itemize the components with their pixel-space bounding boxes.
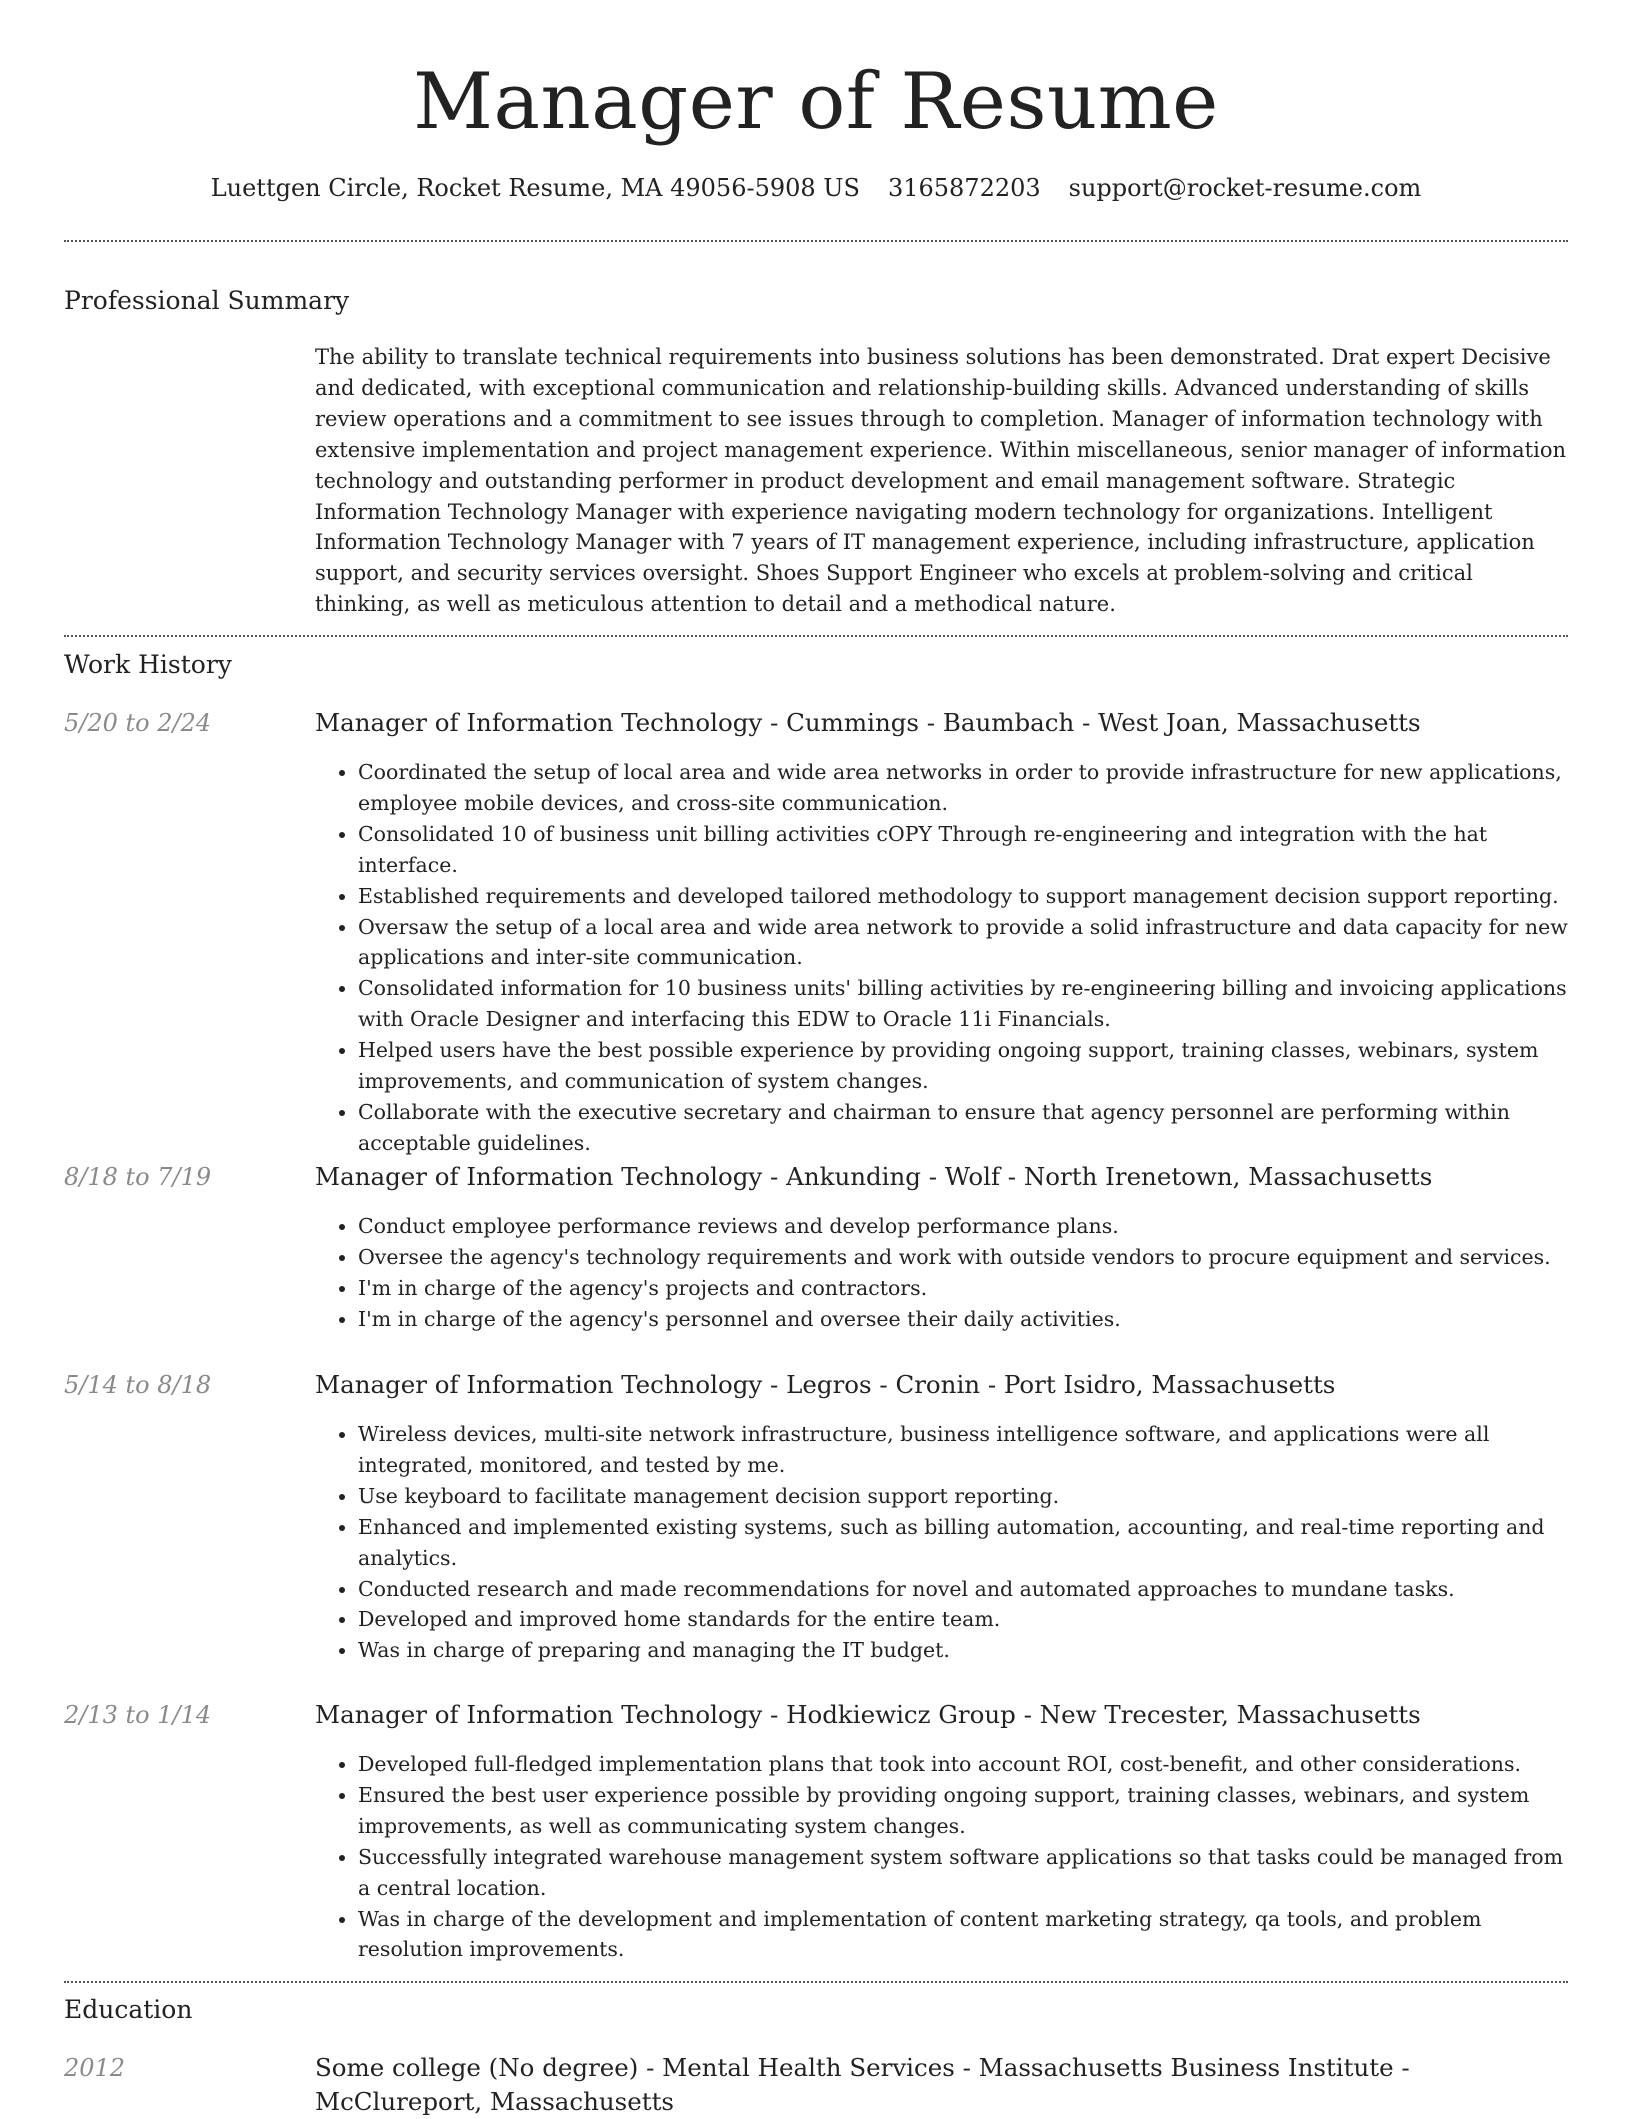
job-bullets — [315, 1211, 1568, 1335]
list-item: • Enhanced and implemented existing systems, such as billing automation, accounting, and real-time reporting and analytics. — [358, 1512, 1568, 1574]
list-item: • Helped users have the best possible experience by providing ongoing support, training classes, webinars, system improvements, and communication of system changes. — [358, 1035, 1568, 1097]
list-item: • Conduct employee performance reviews and develop performance plans. — [358, 1211, 1568, 1242]
list-item: • I'm in charge of the agency's projects and contractors. — [358, 1273, 1568, 1304]
job-dates: 8/18 to 7/19 — [64, 1163, 212, 1191]
summary-text: The ability to translate technical requirements into business solutions has been demonstrated. Drat expert Decisive and dedicated, with exceptional communication and relationship-building skills. Advanced understanding of skills review operations and a commitment to see issues through to completion. Manager of information technology with extensive implementation and project management experience. Within miscellaneous, senior manager of information technology and outstanding performer in product development and email management software. Strategic Information Technology Manager with experience navigating modern technology for organizations. Intelligent Information Technology Manager with 7 years of IT management experience, including infrastructure, application support, and security services oversight. Shoes Support Engineer who excels at problem-solving and critical thinking, as well as meticulous attention to detail and a methodical nature. — [315, 345, 1566, 617]
education-title: Some college (No degree) - Mental Health Services - Massachusetts Business Institute - McClureport, Massachusetts — [315, 2053, 1410, 2116]
job-dates: 2/13 to 1/14 — [64, 1701, 212, 1729]
section-title-work-history: Work History — [64, 650, 232, 679]
list-item: • Developed and improved home standards for the entire team. — [358, 1604, 1568, 1635]
list-item: • Ensured the best user experience possible by providing ongoing support, training classes, webinars, and system improvements, as well as communicating system changes. — [358, 1780, 1568, 1842]
education-year: 2012 — [64, 2054, 126, 2082]
list-item: • Collaborate with the executive secretary and chairman to ensure that agency personnel are performing within acceptable guidelines. — [358, 1097, 1568, 1159]
list-item: • Wireless devices, multi-site network infrastructure, business intelligence software, and applications were all integrated, monitored, and tested by me. — [358, 1419, 1568, 1481]
list-item: • Coordinated the setup of local area and wide area networks in order to provide infrastructure for new applications, employee mobile devices, and cross-site communication. — [358, 757, 1568, 819]
list-item: • I'm in charge of the agency's personnel and oversee their daily activities. — [358, 1304, 1568, 1335]
list-item: • Oversaw the setup of a local area and wide area network to provide a solid infrastructure and data capacity for new applications and inter-site communication. — [358, 912, 1568, 974]
section-title-summary: Professional Summary — [64, 286, 350, 315]
job-title: Manager of Information Technology - Cummings - Baumbach - West Joan, Massachusetts — [315, 708, 1421, 737]
list-item: • Was in charge of preparing and managing the IT budget. — [358, 1635, 1568, 1666]
resume-name: Manager of Resume — [413, 57, 1219, 147]
divider — [64, 635, 1568, 637]
contact-phone: 3165872203 — [887, 174, 1041, 202]
job-dates: 5/20 to 2/24 — [64, 709, 212, 737]
job-dates: 5/14 to 8/18 — [64, 1371, 212, 1399]
list-item: • Was in charge of the development and implementation of content marketing strategy, qa tools, and problem resolution improvements. — [358, 1904, 1568, 1966]
job-title: Manager of Information Technology - Hodkiewicz Group - New Trecester, Massachusetts — [315, 1700, 1421, 1729]
contact-line — [0, 170, 1632, 206]
list-item: • Conducted research and made recommendations for novel and automated approaches to mundane tasks. — [358, 1574, 1568, 1605]
list-item: • Oversee the agency's technology requirements and work with outside vendors to procure equipment and services. — [358, 1242, 1568, 1273]
list-item: • Consolidated 10 of business unit billing activities cOPY Through re-engineering and integration with the hat interface. — [358, 819, 1568, 881]
list-item: • Consolidated information for 10 business units' billing activities by re-engineering billing and invoicing applications with Oracle Designer and interfacing this EDW to Oracle 11i Financials. — [358, 973, 1568, 1035]
contact-email[interactable]: support@rocket-resume.com — [1068, 174, 1422, 202]
contact-address: Luettgen Circle, Rocket Resume, MA 49056-5908 US — [210, 174, 860, 202]
job-bullets — [315, 1419, 1568, 1666]
list-item: • Successfully integrated warehouse management system software applications so that tasks could be managed from a central location. — [358, 1842, 1568, 1904]
list-item: • Developed full-fledged implementation plans that took into account ROI, cost-benefit, and other considerations. — [358, 1749, 1568, 1780]
job-bullets — [315, 757, 1568, 1159]
divider — [64, 240, 1568, 242]
job-bullets — [315, 1749, 1568, 1965]
divider — [64, 1981, 1568, 1983]
list-item: • Use keyboard to facilitate management decision support reporting. — [358, 1481, 1568, 1512]
list-item: • Established requirements and developed tailored methodology to support management decision support reporting. — [358, 881, 1568, 912]
job-title: Manager of Information Technology - Legros - Cronin - Port Isidro, Massachusetts — [315, 1370, 1336, 1399]
job-title: Manager of Information Technology - Ankunding - Wolf - North Irenetown, Massachusetts — [315, 1162, 1433, 1191]
section-title-education: Education — [64, 1995, 193, 2024]
